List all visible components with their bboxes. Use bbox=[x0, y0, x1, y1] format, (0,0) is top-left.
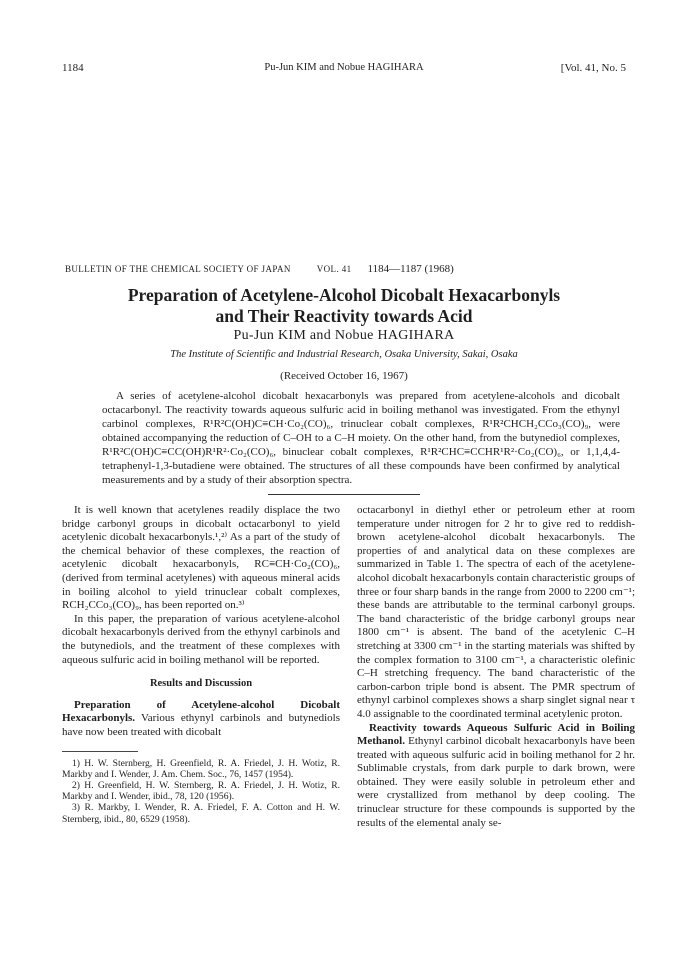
abstract: A series of acetylene-alcohol dicobalt hexacarbonyls was prepared from acetylene-alcohols and dicobalt octacarbonyl. The reactivity towards aqueous sulfuric acid in boiling methanol was investigated. From the ethynyl carbinol complexes, R¹R²C(OH)C≡CH·Co₂(CO)₆, trinuclear cobalt complexes, R¹R²CHCH₂CCo₃(CO)₉, were obtained accompanying the reduction of C–OH to a C–H moiety. On the other hand, from the butynediol complexes, R¹R²C(OH)C≡CC(OH)R¹R²·Co₂(CO)₆, binuclear cobalt complexes, R¹R²CHC≡CCHR¹R²·Co₂(CO)₆, or 1,1,4,4-tetraphenyl-1,3-butadiene were obtained. The structures of all these compounds have been confirmed by analytical measurements and by a study of their absorption spectra. bbox=[102, 390, 620, 486]
article-title bbox=[70, 285, 618, 327]
footnote: 2) H. Greenfield, H. W. Sternberg, R. A. Friedel, J. H. Wotiz, R. Markby and I. Wender, ibid., 78, 120 (1956). bbox=[62, 779, 340, 803]
journal-citation-line bbox=[65, 263, 626, 275]
subsection-heading-reactivity: Reactivity towards Aqueous Sulfuric Acid in Boiling Methanol. bbox=[357, 721, 635, 748]
section-heading: Results and Discussion bbox=[149, 678, 253, 690]
right-column bbox=[357, 504, 635, 830]
abstract-divider bbox=[268, 494, 420, 495]
intro-paragraph-1: It is well known that acetylenes readily displace the two bridge carbonyl groups in dicobalt octacarbonyl to yield acetylenic dicobalt hexacarbonyls.¹,²⁾ As a part of the study of the chemical behavior of these complexes, the reaction of acetylenic dicobalt hexacarbonyls, RC≡CH·Co₂(CO)₆, (derived from terminal acetylenes) with aqueous mineral acids in boiling alcohol to yield trinuclear cobalt complexes, RCH₂CCo₃(CO)₉, has been reported on.³⁾ bbox=[62, 504, 340, 612]
preparation-continued: octacarbonyl in diethyl ether or petroleum ether at room temperature under nitrogen for 2 hr to give red to reddish-brown acetylene-alcohol dicobalt hexacarbonyls. The properties of and analytical data on these complexes are summarized in Table 1. The spectra of each of the acetylene-alcohol dicobalt hexacarbonyls contain characteristic groups of three or four sharp bands in the range from 2000 to 2200 cm⁻¹; these bands are attributable to the terminal carbonyl groups. The band characteristic of the bridge carbonyl groups near 1800 cm⁻¹ is absent. The band of the acetylenic C–H stretching at 3300 cm⁻¹ in the starting materials was shifted by the complex formation to 3100 cm⁻¹, a characteristic olefinic C–H stretching frequency. The band characteristic of the carbon-carbon triple bond is absent. The PMR spectrum of ethynyl carbinol complexes shows a sharp singlet signal near τ 4.0 assignable to the coordinated terminal acetylenic proton. bbox=[357, 504, 635, 720]
page-number: 1184 bbox=[62, 62, 84, 74]
footnote-divider bbox=[62, 751, 138, 752]
intro-paragraph-2: In this paper, the preparation of various acetylene-alcohol dicobalt hexacarbonyls derived from the ethynyl carbinols and the butynediols, and the treatment of these complexes with aqueous sulfuric acid in boiling methanol will be reported. bbox=[62, 612, 340, 666]
footnotes bbox=[62, 758, 340, 825]
title-line-2: and Their Reactivity towards Acid bbox=[215, 306, 473, 326]
article-authors: Pu-Jun KIM and Nobue HAGIHARA bbox=[233, 328, 455, 343]
journal-pages: 1184—1187 (1968) bbox=[367, 263, 454, 275]
journal-name: BULLETIN OF THE CHEMICAL SOCIETY OF JAPAN bbox=[65, 264, 291, 274]
subsection-heading-preparation: Preparation of Acetylene-alcohol Dicobalt Hexacarbonyls. bbox=[62, 698, 340, 725]
left-column bbox=[62, 504, 340, 825]
footnote: 1) H. W. Sternberg, H. Greenfield, R. A. Friedel, J. H. Wotiz, R. Markby and I. Wender, J. Am. Chem. Soc., 76, 1457 (1954). bbox=[62, 757, 340, 780]
running-authors: Pu-Jun KIM and Nobue HAGIHARA bbox=[264, 62, 424, 73]
preparation-text: Various ethynyl carbinols and butynediols have now been treated with dicobalt bbox=[62, 712, 340, 738]
preparation-paragraph bbox=[62, 699, 340, 740]
reactivity-paragraph bbox=[357, 722, 635, 831]
author-affiliation: The Institute of Scientific and Industrial Research, Osaka University, Sakai, Osaka bbox=[170, 349, 518, 360]
running-volume: [Vol. 41, No. 5 bbox=[560, 62, 626, 74]
title-line-1: Preparation of Acetylene-Alcohol Dicobalt Hexacarbonyls bbox=[127, 285, 561, 305]
reactivity-text: Ethynyl carbinol dicobalt hexacarbonyls have been treated with aqueous sulfuric acid in boiling methanol for 2 hr. Sublimable crystals, from dark purple to dark brown, were obtained. They were easily soluble in petroleum ether and were crystallized from methanol by deep cooling. The trinuclear structure for these compounds is supported by the results of the elemental analy se- bbox=[357, 735, 635, 829]
received-date: (Received October 16, 1967) bbox=[280, 370, 408, 382]
footnote: 3) R. Markby, I. Wender, R. A. Friedel, F. A. Cotton and H. W. Sternberg, ibid., 80, 6529 (1958). bbox=[62, 802, 340, 825]
journal-volume: VOL. 41 bbox=[316, 264, 352, 274]
running-head bbox=[62, 62, 626, 78]
